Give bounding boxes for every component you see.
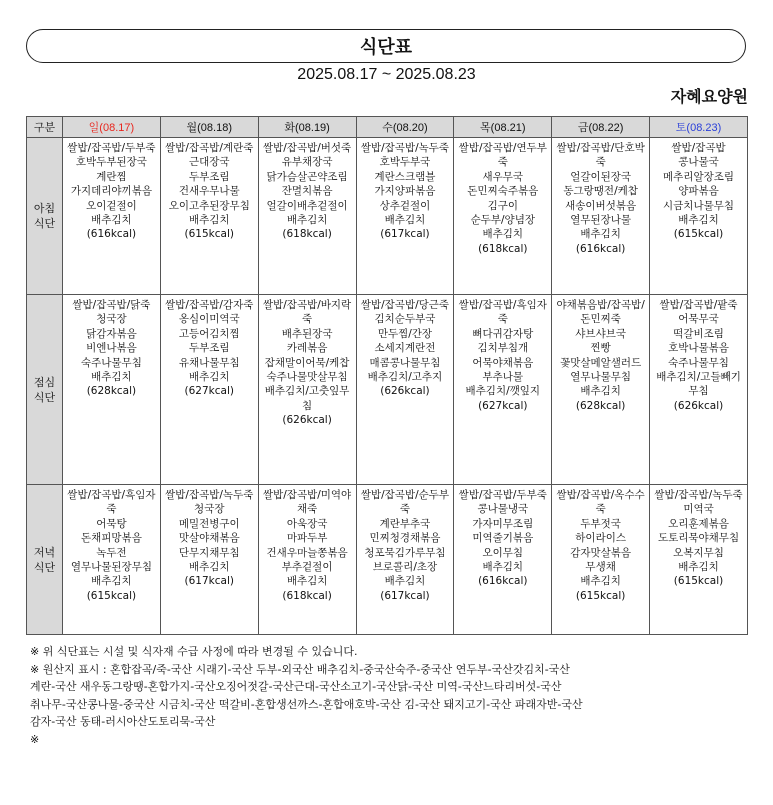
day-header-wednesday: 수(08.20) (356, 117, 454, 138)
menu-item: 쌀밥/잡곡밥/두부죽 (458, 489, 547, 501)
day-header-saturday: 토(08.23) (650, 117, 748, 138)
menu-item: 쌀밥/잡곡밥/두부죽 (67, 142, 156, 154)
calorie-value: (618kcal) (282, 589, 332, 602)
menu-item: 새우무국 (482, 170, 524, 183)
menu-item: 양파볶음 (678, 185, 719, 198)
menu-item: 배추김치/고춧잎무침 (264, 385, 350, 412)
calorie-value: (628kcal) (86, 385, 137, 398)
day-header-thursday: 목(08.21) (454, 117, 552, 138)
menu-item: 쌀밥/잡곡밥/흑임자죽 (67, 489, 156, 516)
menu-item: 콩나물냉국 (477, 503, 529, 516)
menu-cell-breakfast-monday (160, 138, 258, 295)
menu-item: 얼갈이배추겉절이 (266, 199, 348, 212)
note-line: 감자-국산 동태-러시아산도토리묵-국산 (30, 715, 216, 728)
menu-item: 도토리묵야채무침 (657, 532, 740, 545)
title-box (26, 29, 746, 63)
menu-item: 배추김치 (580, 228, 621, 241)
menu-item: 떡갈비조림 (673, 327, 724, 340)
menu-cell-breakfast-wednesday (356, 138, 454, 295)
menu-cell-breakfast-sunday (63, 138, 161, 295)
menu-item: 부추나물 (482, 371, 524, 384)
menu-item: 소세지계란전 (374, 342, 436, 355)
calorie-value: (615kcal) (184, 228, 234, 241)
menu-item: 샤브샤브국 (575, 327, 626, 340)
menu-item: 배추김치 (91, 371, 132, 384)
menu-cell-breakfast-friday (552, 138, 650, 295)
menu-item: 배추김치 (384, 214, 426, 227)
menu-item: 쌀밥/잡곡밥/닭죽 (72, 299, 151, 311)
menu-cell-lunch-friday (552, 295, 650, 485)
menu-item: 만두찜/간장 (377, 327, 433, 340)
menu-cell-dinner-tuesday (258, 485, 356, 635)
menu-cell-lunch-saturday (650, 295, 748, 485)
calorie-value: (616kcal) (575, 242, 626, 255)
menu-item: 어묵무국 (678, 313, 719, 326)
notes (30, 643, 752, 748)
meal-label (27, 485, 63, 635)
menu-item: 쌀밥/잡곡밥/녹두죽 (654, 489, 743, 501)
menu-item: 메추리알장조림 (663, 170, 735, 183)
meal-label (27, 138, 63, 295)
menu-item: 유부채장국 (281, 156, 333, 169)
calorie-value: (627kcal) (184, 385, 234, 398)
note-line: ※ (30, 732, 40, 746)
menu-item: 배추김치 (678, 561, 719, 574)
menu-cell-breakfast-thursday (454, 138, 552, 295)
menu-item: 유채나물무침 (178, 356, 240, 369)
menu-item: 건새우마늘쫑볶음 (266, 546, 348, 559)
menu-item: 오리훈제볶음 (668, 517, 729, 530)
menu-item: 가지양파볶음 (374, 185, 436, 198)
calorie-value: (615kcal) (673, 575, 724, 588)
menu-item: 배추김치 (482, 228, 524, 241)
menu-item: 배추김치 (580, 575, 621, 588)
menu-item: 뼈다귀감자탕 (472, 327, 534, 340)
note-line: 취나무-국산콩나물-중국산 시금치-국산 떡갈비-혼합생선까스-혼합애호박-국산 김-국산 돼지고기-국산 파래자반-국산 (30, 697, 583, 711)
menu-item: 새송이버섯볶음 (565, 199, 637, 212)
menu-item: 배추김치 (286, 214, 328, 227)
calorie-value: (618kcal) (282, 228, 332, 241)
menu-item: 쌀밥/잡곡밥/버섯죽 (262, 142, 352, 154)
menu-item: 호박나물볶음 (668, 342, 729, 355)
menu-item: 잔멸치볶음 (281, 185, 333, 198)
menu-cell-lunch-sunday (63, 295, 161, 485)
calorie-value: (615kcal) (86, 589, 137, 602)
menu-item: 계란부추국 (379, 517, 431, 530)
menu-item: 무생채 (585, 561, 616, 574)
table-header-row (27, 117, 748, 138)
menu-item: 어묵탕 (96, 517, 127, 530)
note-line: 계란-국산 새우동그랑땡-혼합가지-국산오징어젓갈-국산근대-국산소고기-국산닭-국산 미역-국산느타리버섯-국산 (30, 680, 562, 693)
menu-item: 미역국 (683, 503, 714, 516)
meal-label-line: 점심 (33, 375, 56, 389)
menu-item: 동그랑땡전/케찹 (563, 185, 638, 198)
meal-row-breakfast (27, 138, 748, 295)
menu-item: 건새우무나물 (178, 185, 240, 198)
menu-item: 감자맛살볶음 (570, 546, 632, 559)
menu-item: 옹심이미역국 (178, 313, 240, 326)
date-range: 2025.08.17 ~ 2025.08.23 (297, 66, 476, 83)
menu-item: 쌀밥/잡곡밥/연두부죽 (458, 142, 547, 169)
day-header-tuesday: 화(08.19) (258, 117, 356, 138)
menu-item: 김구이 (487, 199, 519, 212)
menu-cell-breakfast-saturday (650, 138, 748, 295)
menu-cell-dinner-sunday (63, 485, 161, 635)
calorie-value: (626kcal) (282, 414, 332, 427)
menu-item: 얼갈이된장국 (570, 170, 632, 183)
menu-item: 돈채피망볶음 (80, 532, 142, 545)
calorie-value: (618kcal) (478, 242, 528, 255)
menu-item: 두부조림 (188, 342, 230, 355)
menu-cell-dinner-monday (160, 485, 258, 635)
meal-row-lunch (27, 295, 748, 485)
menu-item: 하이라이스 (575, 532, 626, 545)
menu-cell-dinner-friday (552, 485, 650, 635)
menu-item: 미역줄기볶음 (472, 532, 534, 545)
menu-item: 청국장 (194, 503, 225, 516)
calorie-value: (628kcal) (575, 399, 626, 412)
menu-item: 쌀밥/잡곡밥/바지락죽 (262, 299, 352, 326)
meal-row-dinner (27, 485, 748, 635)
menu-item: 야채볶음밥/잡곡밥/돈민찌죽 (556, 299, 645, 326)
menu-cell-breakfast-tuesday (258, 138, 356, 295)
menu-item: 배추김치 (188, 561, 230, 574)
menu-item: 숙주나물맛살무침 (266, 371, 348, 384)
menu-cell-lunch-monday (160, 295, 258, 485)
menu-item: 배추김치 (482, 561, 524, 574)
menu-cell-dinner-thursday (454, 485, 552, 635)
calorie-value: (616kcal) (86, 228, 137, 241)
menu-cell-lunch-thursday (454, 295, 552, 485)
menu-item: 비엔나볶음 (86, 342, 137, 355)
menu-item: 오복지무침 (673, 546, 724, 559)
menu-item: 잡채말이어묵/케찹 (264, 356, 350, 369)
menu-item: 부추겉절이 (281, 561, 333, 574)
meal-label-line: 식단 (33, 560, 56, 574)
menu-item: 쌀밥/잡곡밥/녹두죽 (360, 142, 450, 154)
menu-item: 배추김치 (188, 371, 230, 384)
menu-item: 쌀밥/잡곡밥/순두부죽 (360, 489, 450, 516)
meal-label-line: 식단 (33, 390, 56, 404)
menu-item: 쌀밥/잡곡밥/계란죽 (165, 142, 254, 154)
menu-item: 찐빵 (590, 342, 611, 355)
menu-item: 배추김치 (286, 575, 328, 588)
calorie-value: (626kcal) (380, 385, 430, 398)
menu-cell-dinner-saturday (650, 485, 748, 635)
calorie-value: (626kcal) (673, 399, 724, 412)
meal-table (26, 116, 748, 635)
menu-item: 배추김치 (384, 575, 426, 588)
menu-item: 열무나물무침 (570, 371, 632, 384)
menu-item: 메밀전병구이 (178, 517, 240, 530)
menu-item: 닭감자볶음 (86, 327, 137, 340)
menu-item: 단무지채무침 (178, 546, 240, 559)
menu-item: 쌀밥/잡곡밥/당근죽 (360, 299, 450, 311)
menu-item: 배추김치/깻잎지 (465, 385, 541, 398)
menu-item: 돈민찌숙주볶음 (467, 185, 539, 198)
calorie-value: (617kcal) (380, 228, 430, 241)
menu-item: 열무나물된장무침 (70, 561, 152, 574)
menu-item: 쌀밥/잡곡밥/단호박죽 (556, 142, 645, 169)
menu-item: 배추김치/고추지 (367, 371, 443, 384)
menu-item: 마파두부 (286, 532, 328, 545)
calorie-value: (615kcal) (673, 228, 724, 241)
menu-item: 청포묵김가루무침 (364, 546, 446, 559)
menu-item: 오이무침 (482, 546, 524, 559)
note-line: ※ 원산지 표시 : 혼합잡곡/죽-국산 시래기-국산 두부-외국산 배추김치-중국산숙주-중국산 연두부-국산갓김치-국산 (30, 662, 570, 676)
menu-item: 배추김치 (678, 214, 719, 227)
menu-item: 숙주나물무침 (80, 356, 142, 369)
menu-item: 녹두전 (96, 546, 127, 559)
menu-item: 아욱장국 (286, 517, 328, 530)
menu-item: 꽃맛살메알샐러드 (560, 356, 642, 369)
menu-item: 계란찜 (96, 170, 127, 183)
menu-item: 콩나물국 (678, 156, 719, 169)
meal-label (27, 295, 63, 485)
menu-cell-lunch-tuesday (258, 295, 356, 485)
menu-item: 쌀밥/잡곡밥 (671, 142, 726, 154)
menu-item: 김치순두부국 (374, 313, 436, 326)
menu-item: 숙주나물무침 (668, 356, 729, 369)
menu-item: 청국장 (96, 313, 127, 326)
organization-name: 자혜요양원 (670, 87, 748, 106)
menu-item: 순두부/양념장 (470, 214, 535, 227)
menu-item: 시금치나물무침 (663, 199, 735, 212)
menu-item: 근대장국 (188, 156, 230, 169)
menu-item: 가자미무조림 (472, 517, 534, 530)
menu-item: 배추김치 (580, 385, 621, 398)
menu-item: 쌀밥/잡곡밥/흑임자죽 (458, 299, 547, 326)
page-title: 식단표 (359, 37, 413, 58)
menu-item: 오이고추된장무침 (168, 199, 250, 212)
menu-item: 매콤콩나물무침 (369, 356, 441, 369)
day-header-friday: 금(08.22) (552, 117, 650, 138)
menu-item: 호박두부된장국 (75, 156, 147, 169)
meal-label-line: 아침 (33, 202, 56, 215)
menu-item: 쌀밥/잡곡밥/미역야채죽 (262, 489, 352, 516)
day-header-sunday: 일(08.17) (63, 117, 161, 138)
menu-item: 호박두부국 (379, 156, 431, 169)
calorie-value: (627kcal) (478, 399, 528, 412)
menu-item: 배추김치/고들빼기무침 (656, 371, 741, 398)
meal-label-line: 식단 (33, 217, 56, 230)
menu-item: 배추된장국 (281, 327, 333, 340)
menu-cell-lunch-wednesday (356, 295, 454, 485)
menu-item: 어묵야채볶음 (472, 356, 534, 369)
menu-item: 카레볶음 (286, 342, 328, 355)
menu-item: 계란스크램블 (374, 170, 436, 183)
corner-label: 구분 (27, 117, 63, 138)
menu-item: 맛살야채볶음 (178, 532, 240, 545)
calorie-value: (617kcal) (184, 575, 234, 588)
calorie-value: (616kcal) (478, 575, 528, 588)
menu-item: 상추겉절이 (379, 199, 431, 212)
menu-item: 배추김치 (91, 575, 132, 588)
menu-item: 두부젓국 (580, 517, 621, 530)
menu-item: 김치부침개 (477, 342, 529, 355)
menu-item: 가지데리야끼볶음 (70, 185, 152, 198)
calorie-value: (615kcal) (575, 589, 626, 602)
menu-item: 브로콜리/초장 (372, 561, 438, 574)
note-line: ※ 위 식단표는 시설 및 식자재 수급 사정에 따라 변경될 수 있습니다. (30, 645, 358, 658)
menu-item: 쌀밥/잡곡밥/팥죽 (659, 299, 738, 311)
menu-item: 배추김치 (188, 214, 230, 227)
menu-item: 닭가슴살곤약조림 (266, 170, 348, 183)
menu-item: 두부조림 (188, 170, 230, 183)
menu-cell-dinner-wednesday (356, 485, 454, 635)
menu-item: 열무된장나물 (570, 214, 632, 227)
menu-item: 오이겉절이 (86, 199, 137, 212)
menu-item: 쌀밥/잡곡밥/감자죽 (165, 299, 254, 311)
day-header-monday: 월(08.18) (160, 117, 258, 138)
menu-item: 고등어김치찜 (178, 327, 240, 340)
calorie-value: (617kcal) (380, 589, 430, 602)
meal-label-line: 저녁 (33, 545, 56, 559)
menu-item: 쌀밥/잡곡밥/녹두죽 (165, 489, 254, 501)
menu-item: 민찌청경채볶음 (369, 532, 441, 545)
menu-item: 배추김치 (91, 214, 132, 227)
menu-item: 쌀밥/잡곡밥/옥수수죽 (556, 489, 645, 516)
